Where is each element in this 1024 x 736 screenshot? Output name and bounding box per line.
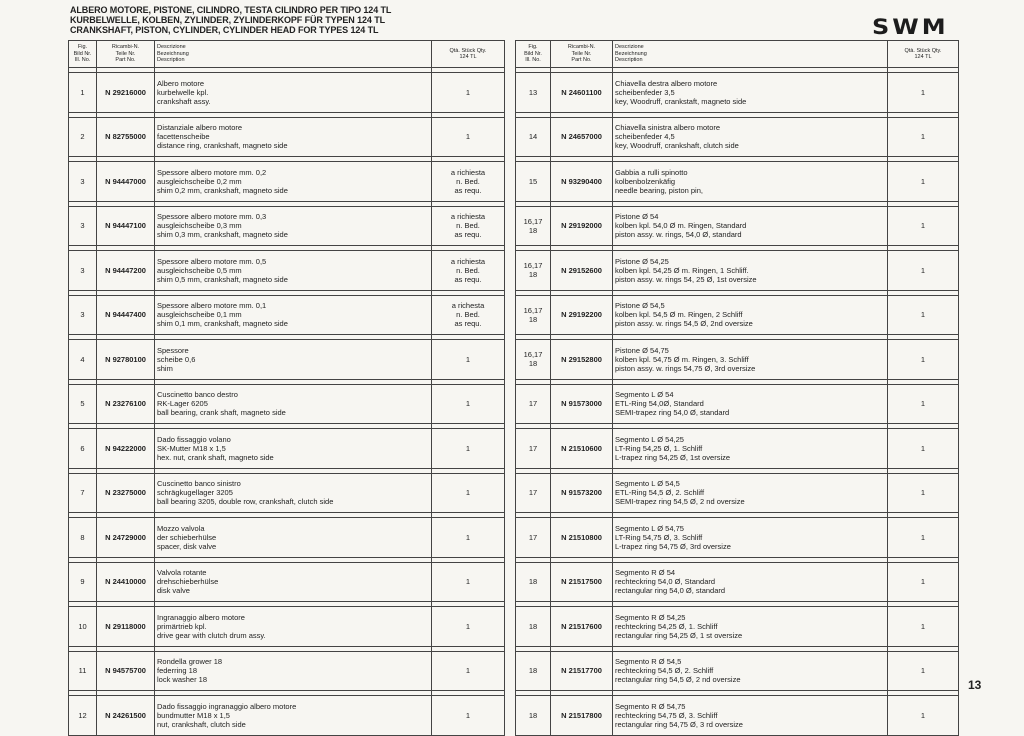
description-line: scheibe 0,6 <box>157 354 196 364</box>
description-line: Spessore albero motore mm. 0,5 <box>157 256 267 266</box>
part-description <box>155 162 432 202</box>
quantity: 1 <box>888 562 959 602</box>
description-line: distance ring, crankshaft, magneto side <box>157 141 288 151</box>
table-row <box>516 340 959 380</box>
table-row <box>69 384 505 424</box>
part-number: N 24261500 <box>97 696 155 736</box>
col-header-line: Ill. No. <box>525 57 541 64</box>
page-header <box>70 5 391 35</box>
table-row <box>69 206 505 246</box>
part-number: N 91573000 <box>551 384 613 424</box>
description-line: schrägkugellager 3205 <box>157 488 233 498</box>
description-line: Dado fissaggio ingranaggio albero motore <box>157 701 297 711</box>
description-line: drive gear with clutch drum assy. <box>157 630 266 640</box>
col-header-line: Qtà. Stück Qty. <box>449 47 487 54</box>
part-number: N 94447400 <box>97 295 155 335</box>
description-line: drehschieberhülse <box>157 577 219 587</box>
description-line: shim <box>157 363 173 373</box>
quantity: a richiesta n. Bed. as requ. <box>432 251 505 291</box>
table-row <box>69 607 505 647</box>
table-header-row <box>516 41 959 68</box>
fig-number: 3 <box>69 295 97 335</box>
quantity: 1 <box>432 562 505 602</box>
fig-number: 18 <box>516 607 551 647</box>
quantity: 1 <box>432 384 505 424</box>
quantity: 1 <box>432 117 505 157</box>
fig-number: 3 <box>69 251 97 291</box>
part-number: N 94447000 <box>97 162 155 202</box>
description-line: SEMI-trapez ring 54,0 Ø, standard <box>615 408 730 418</box>
table-row <box>69 295 505 335</box>
description-line: rectangular ring 54,0 Ø, standard <box>615 586 726 596</box>
part-description <box>613 473 888 513</box>
col-header-line: Description <box>615 57 643 64</box>
quantity: 1 <box>888 607 959 647</box>
part-description <box>613 429 888 469</box>
part-number: N 21517700 <box>551 651 613 691</box>
part-description <box>155 696 432 736</box>
description-line: scheibenfeder 3,5 <box>615 87 675 97</box>
description-line: key, Woodruff, crankshaft, clutch side <box>615 141 739 151</box>
fig-number: 15 <box>516 162 551 202</box>
part-number: N 23275000 <box>97 473 155 513</box>
quantity: 1 <box>432 473 505 513</box>
description-line: RK-Lager 6205 <box>157 399 208 409</box>
col-header-line: Ricambi-N. <box>111 44 140 51</box>
description-line: LT-Ring 54,75 Ø, 3. Schliff <box>615 532 703 542</box>
part-number: N 24657000 <box>551 117 613 157</box>
quantity: 1 <box>432 607 505 647</box>
col-header-line: Bild Nr. <box>73 50 92 57</box>
quantity: a richiesta n. Bed. as requ. <box>432 162 505 202</box>
description-line: federring 18 <box>157 666 198 676</box>
fig-number: 13 <box>516 73 551 113</box>
fig-number: 3 <box>69 206 97 246</box>
quantity: 1 <box>888 340 959 380</box>
fig-number: 18 <box>516 562 551 602</box>
table-row <box>516 117 959 157</box>
description-line: Spessore albero motore mm. 0,3 <box>157 212 267 222</box>
quantity: 1 <box>888 162 959 202</box>
quantity: 1 <box>888 117 959 157</box>
part-description <box>613 340 888 380</box>
description-line: Distanziale albero motore <box>157 123 243 133</box>
col-header-line: 124 TL <box>914 54 932 60</box>
part-number: N 23276100 <box>97 384 155 424</box>
part-description <box>155 651 432 691</box>
table-row <box>69 340 505 380</box>
fig-number: 17 <box>516 384 551 424</box>
col-header-line: Fig. <box>528 44 538 51</box>
table-row <box>516 429 959 469</box>
col-header-line: Ricambi-N. <box>567 44 596 51</box>
table-row <box>516 518 959 558</box>
table-row <box>516 251 959 291</box>
description-line: Valvola rotante <box>157 568 207 578</box>
table-row <box>516 162 959 202</box>
description-line: Segmento L Ø 54,25 <box>615 434 684 444</box>
table-row <box>69 429 505 469</box>
description-line: shim 0,2 mm, crankshaft, magneto side <box>157 185 288 195</box>
part-description <box>155 340 432 380</box>
part-description <box>613 562 888 602</box>
col-header-part <box>97 41 155 68</box>
fig-number: 16,17 18 <box>516 295 551 335</box>
quantity: 1 <box>888 651 959 691</box>
part-description <box>613 518 888 558</box>
description-line: L-trapez ring 54,25 Ø, 1st oversize <box>615 452 731 462</box>
fig-number: 3 <box>69 162 97 202</box>
description-line: Spessore albero motore mm. 0,1 <box>157 301 267 311</box>
description-line: Segmento R Ø 54,25 <box>615 612 686 622</box>
table-row <box>516 384 959 424</box>
quantity: a richiesta n. Bed. as requ. <box>432 206 505 246</box>
description-line: rechteckring 54,0 Ø, Standard <box>615 577 716 587</box>
brand-logo: SWM <box>872 14 949 40</box>
quantity: 1 <box>888 696 959 736</box>
description-line: Cuscinetto banco destro <box>157 390 238 400</box>
part-description <box>613 117 888 157</box>
quantity: 1 <box>432 73 505 113</box>
description-line: Segmento L Ø 54,75 <box>615 523 684 533</box>
part-number: N 21517500 <box>551 562 613 602</box>
description-line: hex. nut, crank shaft, magneto side <box>157 452 274 462</box>
part-number: N 21510800 <box>551 518 613 558</box>
description-line: Pistone Ø 54,25 <box>615 256 669 266</box>
col-header-line: Bezeichnung <box>615 50 647 57</box>
fig-number: 2 <box>69 117 97 157</box>
description-line: needle bearing, piston pin, <box>615 185 703 195</box>
fig-number: 10 <box>69 607 97 647</box>
description-line: kolben kpl. 54,25 Ø m. Ringen, 1 Schliff. <box>615 265 749 275</box>
part-description <box>613 696 888 736</box>
part-number: N 92780100 <box>97 340 155 380</box>
description-line: shim 0,5 mm, crankshaft, magneto side <box>157 274 288 284</box>
table-row <box>69 162 505 202</box>
description-line: piston assy. w. rings 54, 25 Ø, 1st oversize <box>615 274 757 284</box>
quantity: 1 <box>432 651 505 691</box>
description-line: der schieberhülse <box>157 532 217 542</box>
part-number: N 93290400 <box>551 162 613 202</box>
col-header-line: Ill. No. <box>74 57 91 64</box>
description-line: kolbenbolzenkäfig <box>615 176 676 186</box>
col-header-line: Teile Nr. <box>571 50 592 57</box>
description-line: rechteckring 54,25 Ø, 1. Schliff <box>615 621 718 631</box>
part-description <box>613 73 888 113</box>
table-row <box>516 607 959 647</box>
part-description <box>155 384 432 424</box>
col-header-qty <box>432 41 505 68</box>
part-number: N 29192200 <box>551 295 613 335</box>
fig-number: 17 <box>516 473 551 513</box>
fig-number: 4 <box>69 340 97 380</box>
part-description <box>155 473 432 513</box>
description-line: ausgleichscheibe 0,2 mm <box>157 176 242 186</box>
quantity: 1 <box>888 429 959 469</box>
description-line: Segmento R Ø 54 <box>615 568 676 578</box>
parts-table-left <box>68 40 505 736</box>
quantity: 1 <box>888 473 959 513</box>
part-number: N 29216000 <box>97 73 155 113</box>
col-header-line: Fig. <box>77 44 88 51</box>
quantity: a richesta n. Bed. as requ. <box>432 295 505 335</box>
description-line: primärtrieb kpl. <box>157 621 207 631</box>
part-description <box>155 295 432 335</box>
part-description <box>155 429 432 469</box>
table-row <box>69 518 505 558</box>
description-line: LT-Ring 54,25 Ø, 1. Schliff <box>615 443 703 453</box>
quantity: 1 <box>888 384 959 424</box>
fig-number: 9 <box>69 562 97 602</box>
col-header-line: Qtà. Stück Qty. <box>904 47 942 54</box>
table-row <box>69 651 505 691</box>
part-description <box>613 251 888 291</box>
description-line: Spessore <box>157 345 189 355</box>
fig-number: 1 <box>69 73 97 113</box>
description-line: Cuscinetto banco sinistro <box>157 479 241 489</box>
fig-number: 16,17 18 <box>516 206 551 246</box>
description-line: Segmento R Ø 54,75 <box>615 701 686 711</box>
col-header-line: Bezeichnung <box>157 50 189 57</box>
parts-table-right <box>515 40 959 736</box>
description-line: bundmutter M18 x 1,5 <box>157 710 230 720</box>
description-line: Segmento L Ø 54,5 <box>615 479 680 489</box>
col-header-line: Part No. <box>571 57 592 64</box>
part-number: N 94447100 <box>97 206 155 246</box>
quantity: 1 <box>888 206 959 246</box>
quantity: 1 <box>888 518 959 558</box>
table-header-row <box>69 41 505 68</box>
col-header-fig <box>516 41 551 68</box>
description-line: ball bearing 3205, double row, crankshaft, clutch side <box>157 497 334 507</box>
table-row <box>69 73 505 113</box>
description-line: nut, crankshaft, clutch side <box>157 719 246 729</box>
part-number: N 29192000 <box>551 206 613 246</box>
description-line: ausgleichscheibe 0,1 mm <box>157 310 242 320</box>
part-number: N 24410000 <box>97 562 155 602</box>
description-line: disk valve <box>157 586 190 596</box>
table-row <box>69 473 505 513</box>
col-header-line: Descrizione <box>615 44 644 51</box>
col-header-line: Part No. <box>115 57 136 64</box>
table-row <box>516 206 959 246</box>
quantity: 1 <box>888 251 959 291</box>
part-description <box>155 206 432 246</box>
description-line: kolben kpl. 54,75 Ø m. Ringen, 3. Schliff <box>615 354 749 364</box>
quantity: 1 <box>888 73 959 113</box>
description-line: spacer, disk valve <box>157 541 217 551</box>
description-line: Dado fissaggio volano <box>157 434 231 444</box>
fig-number: 18 <box>516 696 551 736</box>
description-line: Chiavella destra albero motore <box>615 78 718 88</box>
part-number: N 29152800 <box>551 340 613 380</box>
col-header-line: Bild Nr. <box>524 50 542 57</box>
description-line: facettenscheibe <box>157 132 210 142</box>
description-line: ausgleichscheibe 0,5 mm <box>157 265 242 275</box>
col-header-line: 124 TL <box>459 54 477 60</box>
table-row <box>516 73 959 113</box>
part-number: N 24729000 <box>97 518 155 558</box>
page-number: 13 <box>968 678 982 692</box>
description-line: kolben kpl. 54,5 Ø m. Ringen, 2 Schliff <box>615 310 743 320</box>
quantity: 1 <box>432 696 505 736</box>
fig-number: 12 <box>69 696 97 736</box>
part-description <box>155 562 432 602</box>
part-description <box>613 206 888 246</box>
col-header-part <box>551 41 613 68</box>
description-line: scheibenfeder 4,5 <box>615 132 675 142</box>
fig-number: 16,17 18 <box>516 340 551 380</box>
fig-number: 7 <box>69 473 97 513</box>
fig-number: 16,17 18 <box>516 251 551 291</box>
fig-number: 17 <box>516 429 551 469</box>
description-line: ball bearing, crank shaft, magneto side <box>157 408 286 418</box>
part-description <box>155 607 432 647</box>
description-line: Rondella grower 18 <box>157 657 223 667</box>
description-line: ETL-Ring 54,5 Ø, 2. Schliff <box>615 488 705 498</box>
table-row <box>516 562 959 602</box>
description-line: SEMI-trapez ring 54,5 Ø, 2 nd oversize <box>615 497 745 507</box>
part-number: N 94575700 <box>97 651 155 691</box>
part-number: N 91573200 <box>551 473 613 513</box>
description-line: ausgleichscheibe 0,3 mm <box>157 221 242 231</box>
description-line: piston assy. w. rings, 54,0 Ø, standard <box>615 230 742 240</box>
col-header-line: Descrizione <box>157 44 186 51</box>
table-row <box>516 473 959 513</box>
fig-number: 5 <box>69 384 97 424</box>
col-header-line: Description <box>157 57 185 64</box>
description-line: crankshaft assy. <box>157 96 211 106</box>
description-line: Ingranaggio albero motore <box>157 612 245 622</box>
part-description <box>613 607 888 647</box>
col-header-line: Teile Nr. <box>115 50 136 57</box>
header-title-en: CRANKSHAFT, PISTON, CYLINDER, CYLINDER HEAD FOR TYPES 124 TL <box>70 25 379 35</box>
description-line: Spessore albero motore mm. 0,2 <box>157 167 267 177</box>
part-number: N 21517600 <box>551 607 613 647</box>
fig-number: 17 <box>516 518 551 558</box>
table-row <box>516 295 959 335</box>
part-description <box>155 251 432 291</box>
description-line: piston assy. w. rings 54,75 Ø, 3rd oversize <box>615 363 756 373</box>
description-line: Pistone Ø 54,75 <box>615 345 669 355</box>
description-line: shim 0,3 mm, crankshaft, magneto side <box>157 230 288 240</box>
part-number: N 21510600 <box>551 429 613 469</box>
part-description <box>613 295 888 335</box>
quantity: 1 <box>432 429 505 469</box>
description-line: Segmento L Ø 54 <box>615 390 674 400</box>
part-description <box>155 518 432 558</box>
part-number: N 29118000 <box>97 607 155 647</box>
description-line: rectangular ring 54,75 Ø, 3 rd oversize <box>615 719 743 729</box>
part-number: N 94222000 <box>97 429 155 469</box>
description-line: Pistone Ø 54,5 <box>615 301 665 311</box>
description-line: key, Woodruff, crankstaft, magneto side <box>615 96 747 106</box>
header-title-it: ALBERO MOTORE, PISTONE, CILINDRO, TESTA CILINDRO PER TIPO 124 TL <box>70 5 392 15</box>
table-row <box>69 562 505 602</box>
description-line: Gabbia a rulli spinotto <box>615 167 688 177</box>
description-line: kolben kpl. 54,0 Ø m. Ringen, Standard <box>615 221 747 231</box>
table-row <box>69 117 505 157</box>
part-description <box>613 162 888 202</box>
col-header-qty <box>888 41 959 68</box>
description-line: rectangular ring 54,5 Ø, 2 nd oversize <box>615 675 741 685</box>
part-description <box>613 651 888 691</box>
fig-number: 6 <box>69 429 97 469</box>
part-number: N 21517800 <box>551 696 613 736</box>
quantity: 1 <box>432 340 505 380</box>
quantity: 1 <box>432 518 505 558</box>
description-line: lock washer 18 <box>157 675 208 685</box>
description-line: L-trapez ring 54,75 Ø, 3rd oversize <box>615 541 731 551</box>
part-description <box>155 73 432 113</box>
part-number: N 24601100 <box>551 73 613 113</box>
col-header-fig <box>69 41 97 68</box>
header-title-de: KURBELWELLE, KOLBEN, ZYLINDER, ZYLINDERKOPF FÜR TYPEN 124 TL <box>70 15 386 25</box>
fig-number: 11 <box>69 651 97 691</box>
part-description <box>613 384 888 424</box>
table-row <box>69 251 505 291</box>
description-line: rechteckring 54,5 Ø, 2. Schliff <box>615 666 714 676</box>
description-line: Chiavella sinistra albero motore <box>615 123 721 133</box>
col-header-desc <box>155 41 432 68</box>
description-line: rectangular ring 54,25 Ø, 1 st oversize <box>615 630 743 640</box>
description-line: Pistone Ø 54 <box>615 212 659 222</box>
part-number: N 94447200 <box>97 251 155 291</box>
col-header-desc <box>613 41 888 68</box>
description-line: Mozzo valvola <box>157 523 205 533</box>
fig-number: 18 <box>516 651 551 691</box>
description-line: rechteckring 54,75 Ø, 3. Schliff <box>615 710 718 720</box>
table-row <box>69 696 505 736</box>
table-row <box>516 651 959 691</box>
fig-number: 8 <box>69 518 97 558</box>
description-line: Albero motore <box>157 78 205 88</box>
description-line: ETL-Ring 54,0Ø, Standard <box>615 399 704 409</box>
fig-number: 14 <box>516 117 551 157</box>
table-row <box>516 696 959 736</box>
part-number: N 82755000 <box>97 117 155 157</box>
description-line: Segmento R Ø 54,5 <box>615 657 682 667</box>
quantity: 1 <box>888 295 959 335</box>
description-line: shim 0,1 mm, crankshaft, magneto side <box>157 319 288 329</box>
part-description <box>155 117 432 157</box>
description-line: SK-Mutter M18 x 1,5 <box>157 443 226 453</box>
part-number: N 29152600 <box>551 251 613 291</box>
description-line: piston assy. w. rings 54,5 Ø, 2nd oversize <box>615 319 753 329</box>
description-line: kurbelwelle kpl. <box>157 87 209 97</box>
